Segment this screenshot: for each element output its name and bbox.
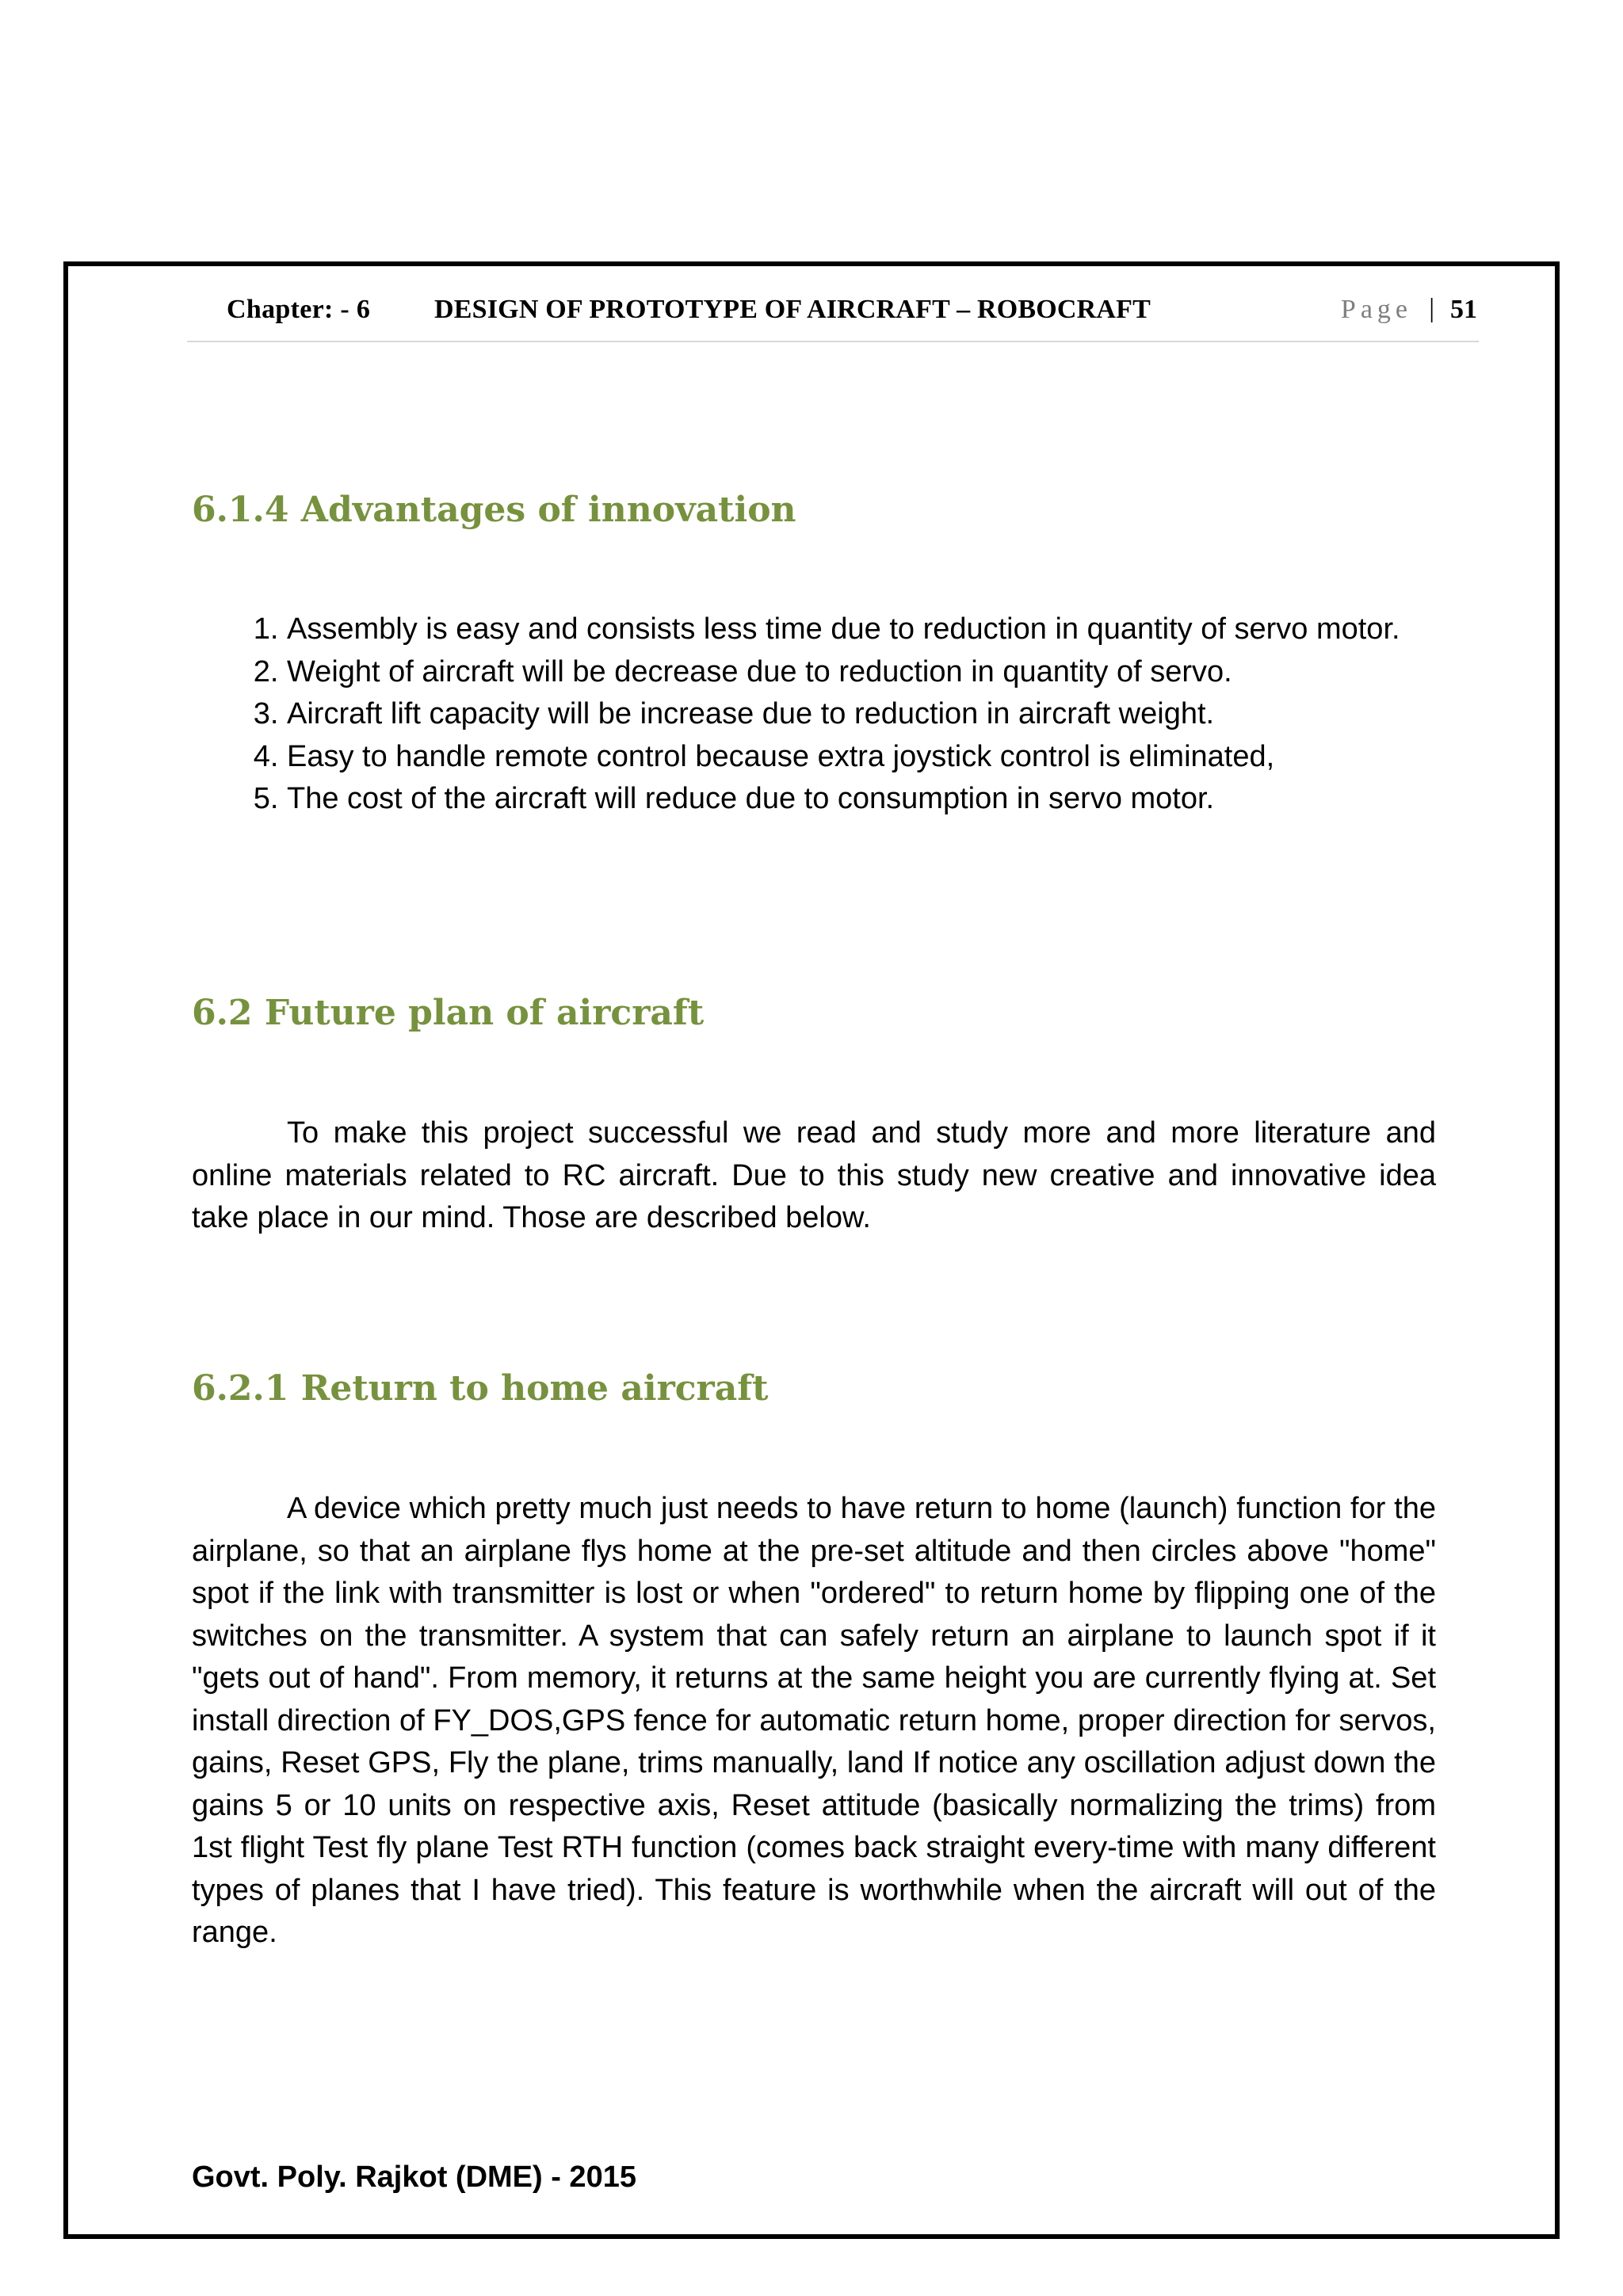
list-item: 1. Assembly is easy and consists less time due to reduction in quantity of servo motor. xyxy=(287,608,1436,651)
list-item: 3. Aircraft lift capacity will be increase due to reduction in aircraft weight. xyxy=(287,693,1436,736)
advantages-list xyxy=(216,608,1436,821)
section-heading-advantages: 6.1.4 Advantages of innovation xyxy=(192,490,796,530)
list-item: 2. Weight of aircraft will be decrease due to reduction in quantity of servo. xyxy=(287,651,1436,694)
list-item: 5. The cost of the aircraft will reduce due to consumption in servo motor. xyxy=(287,778,1436,821)
page-number: 51 xyxy=(1450,295,1477,324)
chapter-label: Chapter: - 6 xyxy=(227,295,371,324)
chapter-title: DESIGN OF PROTOTYPE OF AIRCRAFT – ROBOCRAFT xyxy=(434,295,1151,324)
future-plan-paragraph: To make this project successful we read and study more and more literature and online materials related to RC aircraft. Due to this study new creative and innovative idea take place in our mind. Those are described below. xyxy=(192,1116,1436,1234)
section-heading-future-plan: 6.2 Future plan of aircraft xyxy=(192,993,705,1033)
page-header xyxy=(187,290,1479,342)
page-word: Page xyxy=(1340,295,1412,324)
section-heading-return-home: 6.2.1 Return to home aircraft xyxy=(192,1368,769,1409)
list-item: 4. Easy to handle remote control because extra joystick control is eliminated, xyxy=(287,736,1436,779)
header-separator: | xyxy=(1429,294,1434,323)
page-footer: Govt. Poly. Rajkot (DME) - 2015 xyxy=(192,2161,636,2194)
return-home-paragraph: A device which pretty much just needs to have return to home (launch) function for the airplane, so that an airplane flys home at the pre-set altitude and then circles above "home" spot if the link with transmitter is lost or when "ordered" to return home by flipping one of the switches on the transmitter. A system that can safely return an airplane to launch spot if it "gets out of hand". From memory, it returns at the same height you are currently flying at. Set install direction of FY_DOS,GPS fence for automatic return home, proper direction for servos, gains, Reset GPS, Fly the plane, trims manually, land If notice any oscillation adjust down the gains 5 or 10 units on respective axis, Reset attitude (basically normalizing the trims) from 1st flight Test fly plane Test RTH function (comes back straight every-time with many different types of planes that I have tried). This feature is worthwhile when the aircraft will out of the range. xyxy=(192,1492,1436,1949)
